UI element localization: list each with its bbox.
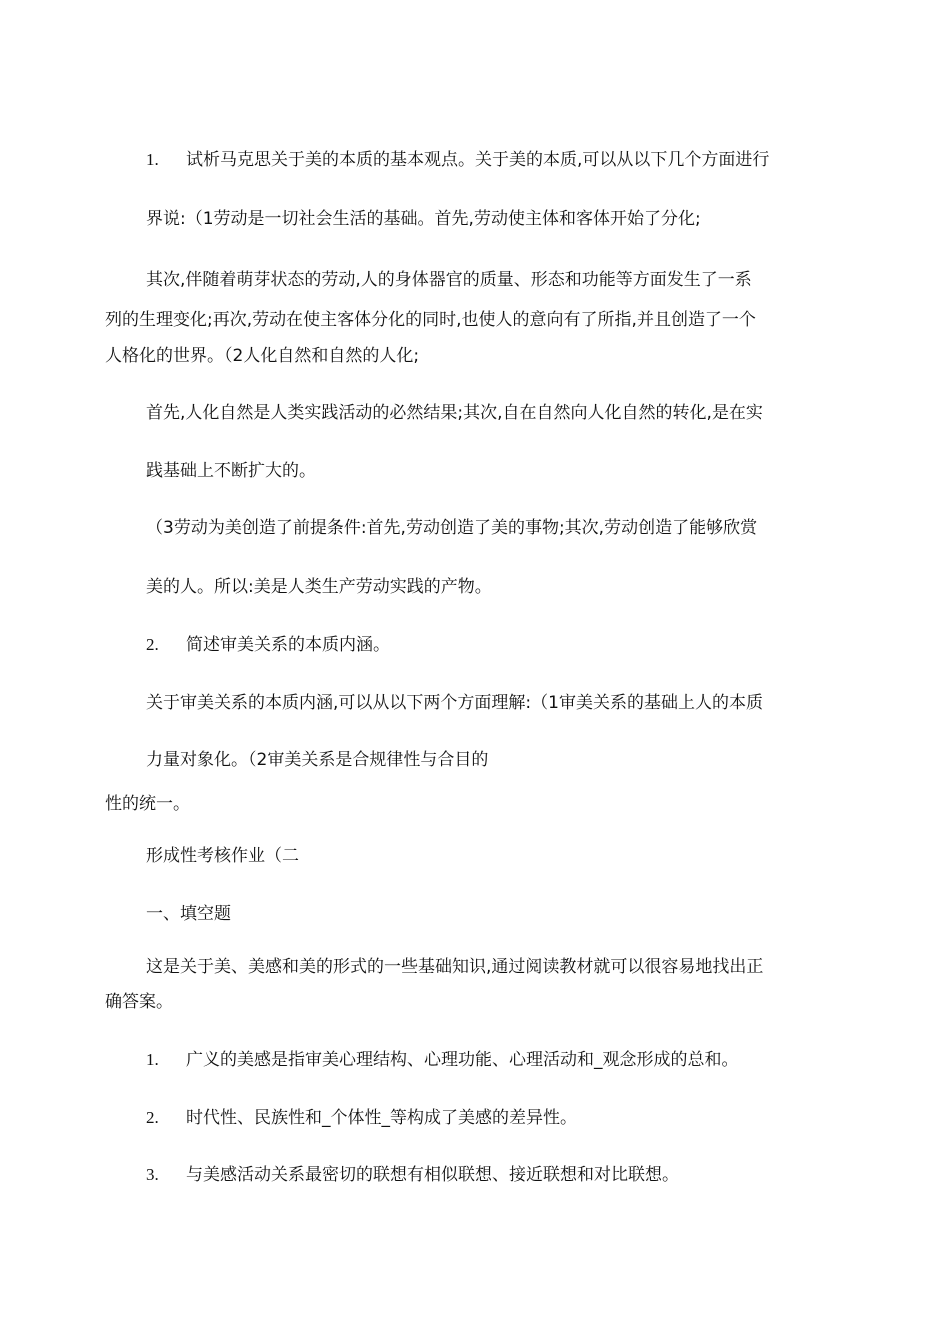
paragraph-line <box>146 692 763 714</box>
paragraph-text: （3劳动为美创造了前提条件:首先,劳动创造了美的事物;其次,劳动创造了能够欣赏 <box>146 518 758 538</box>
paragraph-line <box>146 749 488 771</box>
paragraph-text: 列的生理变化;再次,劳动在使主客体分化的同时,也使人的意向有了所指,并且创造了一个 <box>105 310 756 330</box>
item-number: 3. <box>146 1165 159 1184</box>
paragraph-line <box>146 402 763 424</box>
item-number: 2. <box>146 1108 159 1127</box>
paragraph-line <box>105 991 173 1013</box>
paragraph-line <box>146 208 701 230</box>
paragraph-text: 这是关于美、美感和美的形式的一些基础知识,通过阅读教材就可以很容易地找出正 <box>146 957 764 977</box>
paragraph-text: 广义的美感是指审美心理结构、心理功能、心理活动和_观念形成的总和。 <box>186 1050 739 1070</box>
paragraph-text: 确答案。 <box>105 992 173 1012</box>
paragraph-text: 性的统一。 <box>105 794 190 814</box>
section-heading <box>146 845 299 867</box>
paragraph-text: 时代性、民族性和_个体性_等构成了美感的差异性。 <box>186 1108 577 1128</box>
paragraph-text: 力量对象化。（2审美关系是合规律性与合目的 <box>146 750 489 770</box>
paragraph-text: 践基础上不断扩大的。 <box>146 461 316 481</box>
item-number: 1. <box>146 150 159 169</box>
paragraph-text: 界说:（1劳动是一切社会生活的基础。首先,劳动使主体和客体开始了分化; <box>146 209 701 229</box>
paragraph-text: 关于审美关系的本质内涵,可以从以下两个方面理解:（1审美关系的基础上人的本质 <box>146 693 763 713</box>
paragraph-text: 首先,人化自然是人类实践活动的必然结果;其次,自在自然向人化自然的转化,是在实 <box>146 403 763 423</box>
paragraph-line <box>146 576 492 598</box>
question-1-line <box>146 149 769 171</box>
paragraph-text: 其次,伴随着萌芽状态的劳动,人的身体器官的质量、形态和功能等方面发生了一系 <box>146 270 752 290</box>
fill-in-item <box>146 1164 679 1186</box>
fill-in-item <box>146 1107 577 1129</box>
paragraph-text: 人格化的世界。（2人化自然和自然的人化; <box>105 346 420 366</box>
paragraph-line <box>105 345 419 367</box>
heading-text: 一、填空题 <box>146 904 231 924</box>
paragraph-line <box>146 269 752 291</box>
paragraph-text: 与美感活动关系最密切的联想有相似联想、接近联想和对比联想。 <box>186 1165 679 1185</box>
paragraph-line <box>105 793 190 815</box>
paragraph-line <box>146 956 763 978</box>
item-number: 1. <box>146 1050 159 1069</box>
paragraph-text: 简述审美关系的本质内涵。 <box>186 635 390 655</box>
paragraph-text: 试析马克思关于美的本质的基本观点。关于美的本质,可以从以下几个方面进行 <box>186 150 770 170</box>
subsection-heading <box>146 903 231 925</box>
heading-text: 形成性考核作业（二 <box>146 846 299 866</box>
question-2-line <box>146 634 390 656</box>
fill-in-item <box>146 1049 739 1071</box>
paragraph-line <box>146 517 757 539</box>
item-number: 2. <box>146 635 159 654</box>
paragraph-text: 美的人。所以:美是人类生产劳动实践的产物。 <box>146 577 492 597</box>
paragraph-line <box>105 309 756 331</box>
paragraph-line <box>146 460 316 482</box>
